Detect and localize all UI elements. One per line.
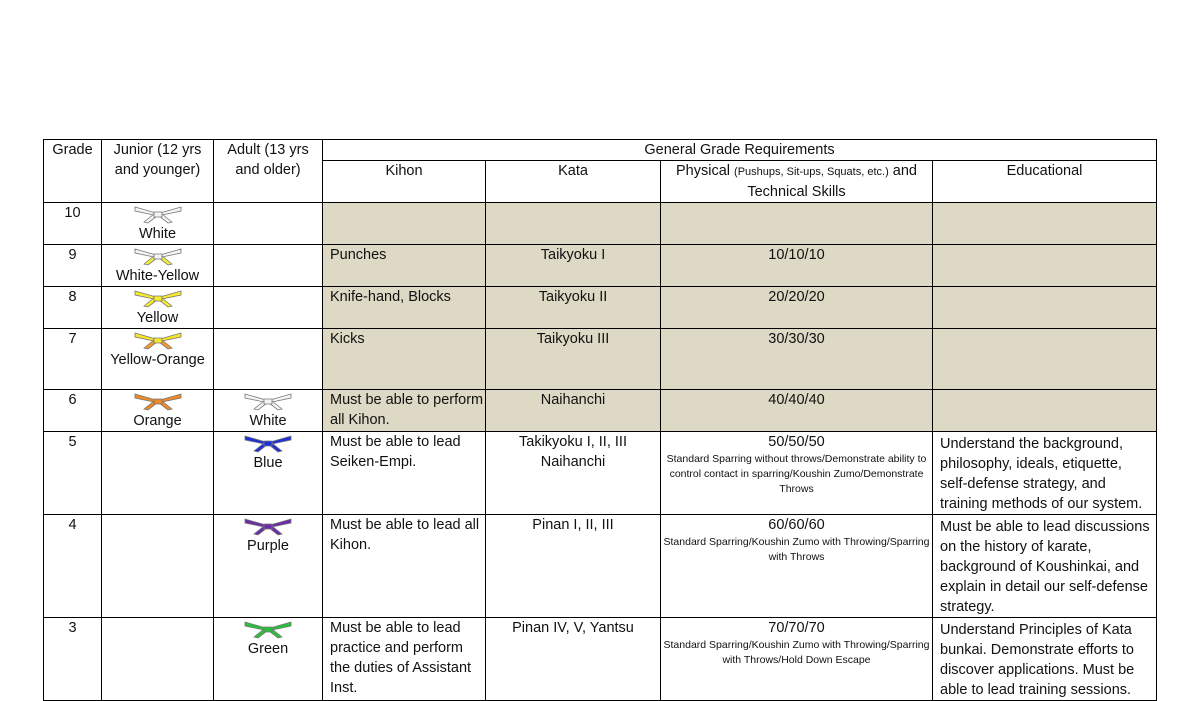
belt-label: White-Yellow bbox=[115, 268, 200, 284]
belt-label: Orange bbox=[133, 413, 182, 429]
junior-belt-cell bbox=[102, 287, 214, 329]
belt-icon bbox=[242, 516, 294, 536]
belt-icon bbox=[242, 619, 294, 639]
grade-cell bbox=[44, 432, 102, 515]
kata-text: Naihanchi bbox=[540, 392, 606, 408]
header-kata: Kata bbox=[486, 161, 661, 203]
physical-detail: Standard Sparring/Koushin Zumo with Throwing/Sparring with Throws/Hold Down Escape bbox=[663, 639, 930, 666]
header-physical bbox=[661, 161, 933, 203]
physical-rest: and Technical Skills bbox=[747, 163, 917, 200]
belt-label: Yellow bbox=[136, 310, 179, 326]
physical-count: 40/40/40 bbox=[768, 392, 825, 408]
header-adult: Adult (13 yrs and older) bbox=[214, 140, 323, 203]
kihon-text: Must be able to lead practice and perform the duties of Assistant Inst. bbox=[330, 620, 472, 696]
kata-text: Taikyoku III bbox=[536, 331, 610, 347]
physical-cell bbox=[661, 329, 933, 390]
educational-cell bbox=[933, 432, 1157, 515]
physical-cell bbox=[661, 245, 933, 287]
grade-number: 7 bbox=[68, 331, 77, 347]
kihon-text: Must be able to lead Seiken-Empi. bbox=[330, 434, 461, 470]
physical-count: 20/20/20 bbox=[768, 289, 825, 305]
grade-number: 4 bbox=[68, 517, 77, 533]
header-general: General Grade Requirements bbox=[323, 140, 1157, 161]
belt-icon bbox=[132, 391, 184, 411]
adult-belt-cell bbox=[214, 245, 323, 287]
table-row bbox=[44, 203, 1157, 245]
physical-count: 50/50/50 bbox=[768, 434, 825, 450]
kihon-cell bbox=[323, 245, 486, 287]
table-row bbox=[44, 515, 1157, 618]
kata-cell bbox=[486, 390, 661, 432]
physical-count: 60/60/60 bbox=[768, 517, 825, 533]
junior-belt-cell bbox=[102, 432, 214, 515]
belt-icon bbox=[132, 204, 184, 224]
kata-cell bbox=[486, 329, 661, 390]
grade-cell bbox=[44, 515, 102, 618]
grade-requirements-table bbox=[43, 139, 1157, 701]
grade-number: 8 bbox=[68, 289, 77, 305]
physical-cell bbox=[661, 203, 933, 245]
kihon-text: Must be able to perform all Kihon. bbox=[330, 392, 484, 428]
adult-belt-cell bbox=[214, 432, 323, 515]
educational-cell bbox=[933, 390, 1157, 432]
physical-small: (Pushups, Sit-ups, Squats, etc.) bbox=[734, 166, 889, 178]
physical-count: 10/10/10 bbox=[768, 247, 825, 263]
junior-belt-cell bbox=[102, 390, 214, 432]
belt-icon bbox=[132, 246, 184, 266]
adult-belt-cell bbox=[214, 203, 323, 245]
grade-number: 9 bbox=[68, 247, 77, 263]
belt-label: White bbox=[138, 226, 177, 242]
kata-cell bbox=[486, 203, 661, 245]
header-junior: Junior (12 yrs and younger) bbox=[102, 140, 214, 203]
junior-belt-cell bbox=[102, 329, 214, 390]
junior-belt-cell bbox=[102, 515, 214, 618]
junior-belt-cell bbox=[102, 245, 214, 287]
kihon-cell bbox=[323, 287, 486, 329]
educational-text: Understand the background, philosophy, ideals, etiquette, self-defense strategy, and training methods of our system. bbox=[940, 436, 1143, 512]
kihon-text: Must be able to lead all Kihon. bbox=[330, 517, 480, 553]
table-row bbox=[44, 329, 1157, 390]
educational-cell bbox=[933, 203, 1157, 245]
educational-cell bbox=[933, 245, 1157, 287]
kata-cell bbox=[486, 515, 661, 618]
table-row bbox=[44, 245, 1157, 287]
belt-label: White bbox=[249, 413, 287, 429]
belt-label: Yellow-Orange bbox=[110, 352, 205, 368]
belt-label: Blue bbox=[253, 455, 283, 471]
adult-belt-cell bbox=[214, 287, 323, 329]
adult-belt-cell bbox=[214, 329, 323, 390]
kata-cell bbox=[486, 287, 661, 329]
belt-icon bbox=[242, 433, 294, 453]
educational-text: Understand Principles of Kata bunkai. Demonstrate efforts to discover applications. Must be able to lead training sessions. bbox=[940, 622, 1135, 698]
kata-cell bbox=[486, 245, 661, 287]
physical-cell bbox=[661, 390, 933, 432]
kihon-cell bbox=[323, 432, 486, 515]
kihon-cell bbox=[323, 203, 486, 245]
kihon-cell bbox=[323, 329, 486, 390]
physical-cell bbox=[661, 287, 933, 329]
grade-cell bbox=[44, 329, 102, 390]
belt-icon bbox=[242, 391, 294, 411]
belt-label: Green bbox=[247, 641, 289, 657]
educational-text: Must be able to lead discussions on the history of karate, background of Koushinkai, and explain in detail our self-defense strategy. bbox=[940, 519, 1150, 615]
grade-cell bbox=[44, 203, 102, 245]
header-grade: Grade bbox=[44, 140, 102, 203]
physical-cell bbox=[661, 515, 933, 618]
belt-label: Purple bbox=[247, 538, 289, 554]
physical-main: Physical bbox=[676, 163, 731, 179]
physical-count: 70/70/70 bbox=[768, 620, 825, 636]
kihon-text: Knife-hand, Blocks bbox=[330, 289, 451, 305]
grade-number: 6 bbox=[68, 392, 77, 408]
table-row bbox=[44, 432, 1157, 515]
grade-cell bbox=[44, 390, 102, 432]
header-kihon: Kihon bbox=[323, 161, 486, 203]
adult-belt-cell bbox=[214, 515, 323, 618]
kata-text: Pinan I, II, III bbox=[532, 517, 614, 533]
kata-text: Pinan IV, V, Yantsu bbox=[512, 620, 634, 636]
grade-number: 5 bbox=[68, 434, 77, 450]
grade-number: 10 bbox=[64, 205, 81, 221]
grade-number: 3 bbox=[68, 620, 77, 636]
belt-icon bbox=[132, 288, 184, 308]
header-educational: Educational bbox=[933, 161, 1157, 203]
kata-text: Takikyoku I, II, III Naihanchi bbox=[519, 434, 627, 470]
physical-cell bbox=[661, 432, 933, 515]
kihon-cell bbox=[323, 390, 486, 432]
kata-text: Taikyoku I bbox=[540, 247, 606, 263]
physical-detail: Standard Sparring/Koushin Zumo with Throwing/Sparring with Throws bbox=[663, 536, 930, 563]
educational-cell bbox=[933, 515, 1157, 618]
kihon-text: Punches bbox=[330, 247, 387, 263]
educational-cell bbox=[933, 287, 1157, 329]
educational-cell bbox=[933, 329, 1157, 390]
kihon-cell bbox=[323, 515, 486, 618]
table-row bbox=[44, 390, 1157, 432]
physical-count: 30/30/30 bbox=[768, 331, 825, 347]
junior-belt-cell bbox=[102, 203, 214, 245]
kihon-text: Kicks bbox=[330, 331, 365, 347]
belt-icon bbox=[132, 330, 184, 350]
grade-cell bbox=[44, 287, 102, 329]
adult-belt-cell bbox=[214, 390, 323, 432]
table-row bbox=[44, 287, 1157, 329]
physical-detail: Standard Sparring without throws/Demonstrate ability to control contact in sparring/Koushin Zumo/Demonstrate Throws bbox=[666, 453, 927, 495]
grade-cell bbox=[44, 245, 102, 287]
kata-text: Taikyoku II bbox=[538, 289, 608, 305]
kata-cell bbox=[486, 432, 661, 515]
